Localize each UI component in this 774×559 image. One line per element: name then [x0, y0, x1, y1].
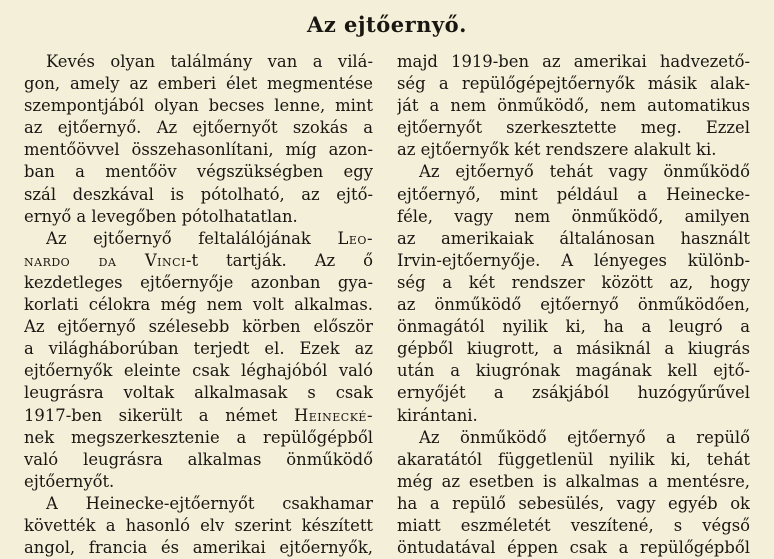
text-line: gépből kiugrott, a másiknál a kiugrás [397, 339, 750, 359]
text-line: Az ejtőernyő feltalálójának Leo- [46, 228, 373, 248]
text-line: angol, francia és amerikai ejtőernyők, [24, 538, 373, 558]
text-line: a világháborúban terjedt el. Ezek az [24, 339, 373, 359]
text-line: Az ejtőernyő szélesebb körben először [24, 317, 373, 337]
text-line: gon, amely az emberi élet megmentése [24, 74, 373, 94]
text-line: ját a nem önműködő, nem automatikus [397, 96, 750, 116]
text-line: az amerikaiak általánosan használt [397, 228, 750, 248]
text-line: ejtőernyőt szerkesztette meg. Ezzel [397, 118, 750, 138]
text-line: az ejtőernyő. Az ejtőernyőt szokás a [24, 118, 373, 138]
text-line: kirántani. [397, 405, 478, 425]
text-line: miatt eszméletét veszítené, s végső [397, 515, 750, 535]
text-line: nardo da Vinci-t tartják. Az ő [24, 250, 373, 270]
text-line: után a kiugrónak magának kell ejtő- [397, 361, 750, 381]
right-text-column [397, 51, 750, 559]
text-line: leugrásra voltak alkalmasak s csak [24, 383, 373, 403]
text-line: öntudatával éppen csak a repülőgépből [397, 538, 750, 558]
text-line: még az esetben is alkalmas a mentésre, [397, 471, 750, 491]
text-line: az önműködő ejtőernyő önműködően, [397, 295, 750, 315]
text-line: Az ejtőernyő tehát vagy önműködő [419, 162, 750, 182]
text-line: korlati célokra még nem volt alkalmas. [24, 295, 373, 315]
text-line: ejtőernyőt. [24, 471, 115, 491]
text-line: majd 1919-ben az amerikai hadvezető- [397, 52, 750, 71]
text-line: ha a repülő sebesülés, vagy egyéb ok [397, 493, 750, 513]
text-line: szál deszkával is pótolható, az ejtő- [24, 184, 373, 204]
text-line: ernyőjét a zsákjából huzógyűrűvel [397, 383, 750, 403]
text-line: féle, vagy nem önműködő, amilyen [397, 206, 750, 226]
text-line: ejtőernyők eleinte csak léghajóból való [24, 361, 373, 381]
text-line: ban a mentőöv végszükségben egy [24, 162, 373, 182]
text-line: mentőövvel összehasonlítani, míg azon- [24, 140, 373, 160]
text-line: nek megszerkesztenie a repülőgépből [24, 427, 373, 447]
text-line: Kevés olyan találmány van a vilá- [46, 52, 373, 71]
text-line: A Heinecke-ejtőernyőt csakhamar [46, 493, 373, 513]
text-line: ség a két rendszer között az, hogy [397, 272, 750, 292]
text-line: kezdetleges ejtőernyője azonban gya- [24, 272, 373, 292]
text-line: szempontjából olyan becses lenne, mint [24, 96, 373, 116]
article-title: Az ejtőernyő. [307, 12, 467, 37]
text-line: való leugrásra alkalmas önműködő [24, 449, 373, 469]
text-line: az ejtőernyők két rendszere alakult ki. [397, 140, 717, 160]
text-line: követték a hasonló elv szerint készített [24, 515, 373, 535]
text-line: akaratától függetlenül nyilik ki, tehát [397, 449, 750, 469]
text-line: Az önműködő ejtőernyő a repülő [419, 427, 750, 447]
text-line: ség a repülőgépejtőernyők másik alak- [397, 74, 750, 94]
left-text-column [24, 51, 373, 559]
text-line: Irvin-ejtőernyője. A lényeges különb- [397, 250, 750, 270]
text-line: önmagától nyilik ki, ha a leugró a [397, 317, 750, 337]
text-line: ejtőernyő, mint például a Heinecke- [397, 184, 750, 204]
text-line: 1917-ben sikerült a német Heinecké- [24, 405, 373, 425]
text-line: ernyő a levegőben pótolhatatlan. [24, 206, 298, 226]
